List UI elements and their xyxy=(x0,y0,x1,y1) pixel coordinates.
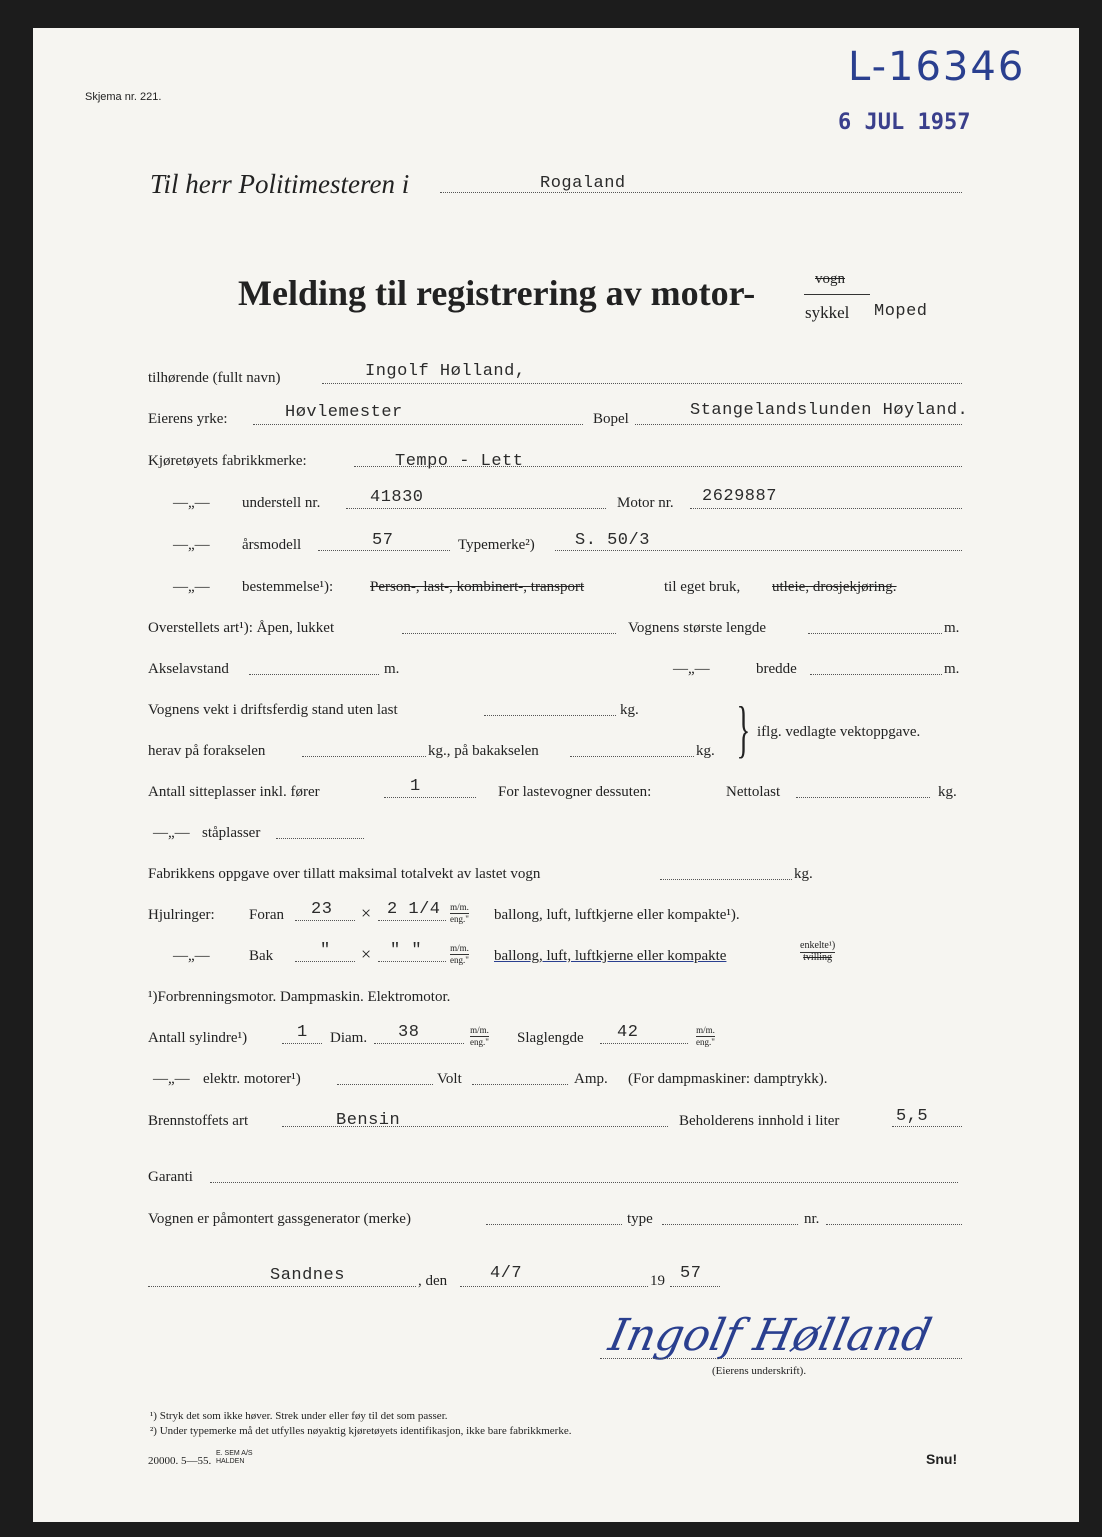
electric-line xyxy=(337,1084,433,1085)
stroke-label: Slaglengde xyxy=(517,1030,584,1046)
fuel-value: Bensin xyxy=(336,1111,401,1130)
occupation-line xyxy=(253,424,583,425)
single-twin-fraction: enkelte¹) tvilling xyxy=(800,940,836,963)
year-line xyxy=(670,1286,720,1287)
type-label: Typemerke²) xyxy=(458,537,535,553)
cylinders-label: Antall sylindre¹) xyxy=(148,1030,248,1046)
axle-line xyxy=(249,674,379,675)
rear-axle-label: kg., på bakakselen xyxy=(428,743,539,759)
chassis-value: 41830 xyxy=(370,488,424,507)
weight-line xyxy=(484,715,616,716)
purpose-struck2: utleie, drosjekjøring. xyxy=(772,579,897,595)
gas-nr-label: nr. xyxy=(804,1211,820,1227)
seats-value: 1 xyxy=(410,777,421,796)
electric-label: elektr. motorer¹) xyxy=(203,1071,301,1087)
residence-line xyxy=(635,424,962,425)
occupation-label: Eierens yrke: xyxy=(148,411,228,427)
form-number: Skjema nr. 221. xyxy=(85,91,162,103)
steam-label: (For dampmaskiner: damptrykk). xyxy=(628,1071,828,1087)
purpose-struck: Person-, last-, kombinert-, transport xyxy=(370,579,585,595)
times-sign: × xyxy=(361,903,372,923)
front-line-1 xyxy=(295,920,355,921)
volt-line xyxy=(472,1084,568,1085)
unit-m: m. xyxy=(944,620,960,636)
date-line xyxy=(460,1286,648,1287)
ditto-mark: —„— xyxy=(173,537,210,553)
net-load-line xyxy=(796,797,930,798)
gas-type-label: type xyxy=(627,1211,653,1227)
make-label: Kjøretøyets fabrikkmerke: xyxy=(148,453,307,469)
gas-type-line xyxy=(662,1224,798,1225)
body-line xyxy=(402,633,616,634)
unit-fraction: m/m. eng." xyxy=(696,1025,715,1047)
net-load-label: Nettolast xyxy=(726,784,781,800)
standing-line xyxy=(276,838,364,839)
ditto-mark: —„— xyxy=(173,948,210,964)
model-year-value: 57 xyxy=(372,531,394,550)
owner-label: tilhørende (fullt navn) xyxy=(148,370,281,386)
seats-line xyxy=(384,797,476,798)
tire-text: ballong, luft, luftkjerne eller kompakte¹). xyxy=(494,907,740,923)
stroke-value: 42 xyxy=(617,1023,639,1042)
standing-label: ståplasser xyxy=(202,825,261,841)
stroke-line xyxy=(600,1043,688,1044)
cylinders-line xyxy=(282,1043,322,1044)
body-label: Overstellets art¹): Åpen, lukket xyxy=(148,620,335,636)
width-label: bredde xyxy=(756,661,797,677)
addressee-label: Til herr Politimesteren i xyxy=(150,169,410,199)
addressee-value: Rogaland xyxy=(540,174,626,193)
fuel-label: Brennstoffets art xyxy=(148,1113,249,1129)
model-year-label: årsmodell xyxy=(242,537,302,553)
tire-text-rear: ballong, luft, luftkjerne eller kompakte xyxy=(494,948,727,964)
ditto-mark: —„— xyxy=(153,825,190,841)
unit-kg: kg. xyxy=(696,743,715,759)
case-number: L-16346 xyxy=(848,44,1026,90)
print-info: 20000. 5—55. xyxy=(148,1455,212,1467)
occupation-value: Høvlemester xyxy=(285,403,403,422)
volt-label: Volt xyxy=(437,1071,462,1087)
chassis-line xyxy=(346,508,606,509)
ditto-mark: —„— xyxy=(153,1071,190,1087)
length-line xyxy=(808,633,942,634)
unit-fraction: m/m. eng." xyxy=(450,902,469,924)
wheels-label: Hjulringer: xyxy=(148,907,215,923)
front-label: Foran xyxy=(249,907,284,923)
motor-label: Motor nr. xyxy=(617,495,674,511)
turn-over: Snu! xyxy=(926,1451,958,1467)
weight-note: iflg. vedlagte vektoppgave. xyxy=(757,724,921,740)
place-value: Sandnes xyxy=(270,1266,345,1285)
ditto-mark: —„— xyxy=(173,495,210,511)
form-title: Melding til registrering av motor- xyxy=(238,273,756,313)
unit-kg: kg. xyxy=(938,784,957,800)
gas-label: Vognen er påmontert gassgenerator (merke) xyxy=(148,1211,411,1227)
axle-label: Akselavstand xyxy=(148,661,229,677)
front-axle-label: herav på forakselen xyxy=(148,743,266,759)
form-paper xyxy=(33,28,1079,1522)
brace: } xyxy=(736,693,751,764)
width-line xyxy=(810,674,942,675)
motor-value: 2629887 xyxy=(702,487,777,506)
residence-value: Stangelandslunden Høyland. xyxy=(690,401,969,420)
engine-types: ¹)Forbrenningsmotor. Dampmaskin. Elektromotor. xyxy=(148,989,451,1005)
tank-value: 5,5 xyxy=(896,1107,929,1126)
printer: E. SEM A/S HALDEN xyxy=(216,1450,253,1465)
residence-label: Bopel xyxy=(593,411,629,427)
year-value: 57 xyxy=(680,1264,702,1283)
footnote-1: ¹) Stryk det som ikke høver. Strek under eller føy til det som passer. xyxy=(150,1410,448,1422)
diam-label: Diam. xyxy=(330,1030,368,1046)
rear-line-2 xyxy=(378,961,446,962)
times-sign: × xyxy=(361,944,372,964)
front-value-1: 23 xyxy=(311,900,333,919)
rear-line-1 xyxy=(295,961,355,962)
gas-nr-line xyxy=(826,1224,962,1225)
signature-label: (Eierens underskrift). xyxy=(712,1365,807,1377)
make-value: Tempo - Lett xyxy=(395,452,524,471)
motor-line xyxy=(690,508,962,509)
unit-kg: kg. xyxy=(794,866,813,882)
owner-line xyxy=(322,383,962,384)
signature-line xyxy=(600,1358,962,1359)
unit-m: m. xyxy=(384,661,400,677)
purpose-kept: til eget bruk, xyxy=(664,579,741,595)
max-weight-line xyxy=(660,879,792,880)
title-fraction-bar xyxy=(804,294,870,295)
footnote-2: ²) Under typemerke må det utfylles nøyaktig kjøretøyets identifikasjon, ikke bare fabrikkmerke. xyxy=(150,1425,572,1437)
unit-fraction: m/m. eng." xyxy=(470,1025,489,1047)
date-value: 4/7 xyxy=(490,1264,523,1283)
diam-line xyxy=(374,1043,464,1044)
date-label: , den xyxy=(418,1273,448,1289)
unit-kg: kg. xyxy=(620,702,639,718)
front-line-2 xyxy=(378,920,446,921)
rear-label: Bak xyxy=(249,948,274,964)
tank-label: Beholderens innhold i liter xyxy=(679,1113,840,1129)
unit-fraction: m/m. eng." xyxy=(450,943,469,965)
place-line xyxy=(148,1286,416,1287)
max-weight-label: Fabrikkens oppgave over tillatt maksimal totalvekt av lastet vogn xyxy=(148,866,541,882)
rear-value-1: " xyxy=(320,941,331,960)
front-value-2: 2 1/4 xyxy=(387,900,441,919)
owner-signature: Ingolf Hølland xyxy=(604,1310,936,1361)
owner-value: Ingolf Hølland, xyxy=(365,362,526,381)
addressee-line xyxy=(440,192,962,193)
received-stamp: 6 JUL 1957 xyxy=(838,110,971,135)
weight-label: Vognens vekt i driftsferdig stand uten last xyxy=(148,702,398,718)
warranty-line xyxy=(210,1182,958,1183)
rear-axle-line xyxy=(570,756,694,757)
warranty-label: Garanti xyxy=(148,1169,193,1185)
ditto-mark: —„— xyxy=(673,661,710,677)
front-axle-line xyxy=(302,756,426,757)
title-sykkel: sykkel xyxy=(805,303,850,322)
amp-label: Amp. xyxy=(574,1071,608,1087)
cargo-label: For lastevogner dessuten: xyxy=(498,784,652,800)
rear-value-2: " " xyxy=(390,941,423,960)
length-label: Vognens største lengde xyxy=(628,620,767,636)
ditto-mark: —„— xyxy=(173,579,210,595)
year-prefix: 19 xyxy=(650,1273,665,1289)
title-type: Moped xyxy=(874,302,928,321)
title-vogn: vogn xyxy=(815,271,845,287)
seats-label: Antall sitteplasser inkl. fører xyxy=(148,784,320,800)
purpose-label: bestemmelse¹): xyxy=(242,579,334,595)
type-value: S. 50/3 xyxy=(575,531,650,550)
unit-m: m. xyxy=(944,661,960,677)
cylinders-value: 1 xyxy=(297,1023,308,1042)
diam-value: 38 xyxy=(398,1023,420,1042)
gas-line xyxy=(486,1224,622,1225)
chassis-label: understell nr. xyxy=(242,495,321,511)
